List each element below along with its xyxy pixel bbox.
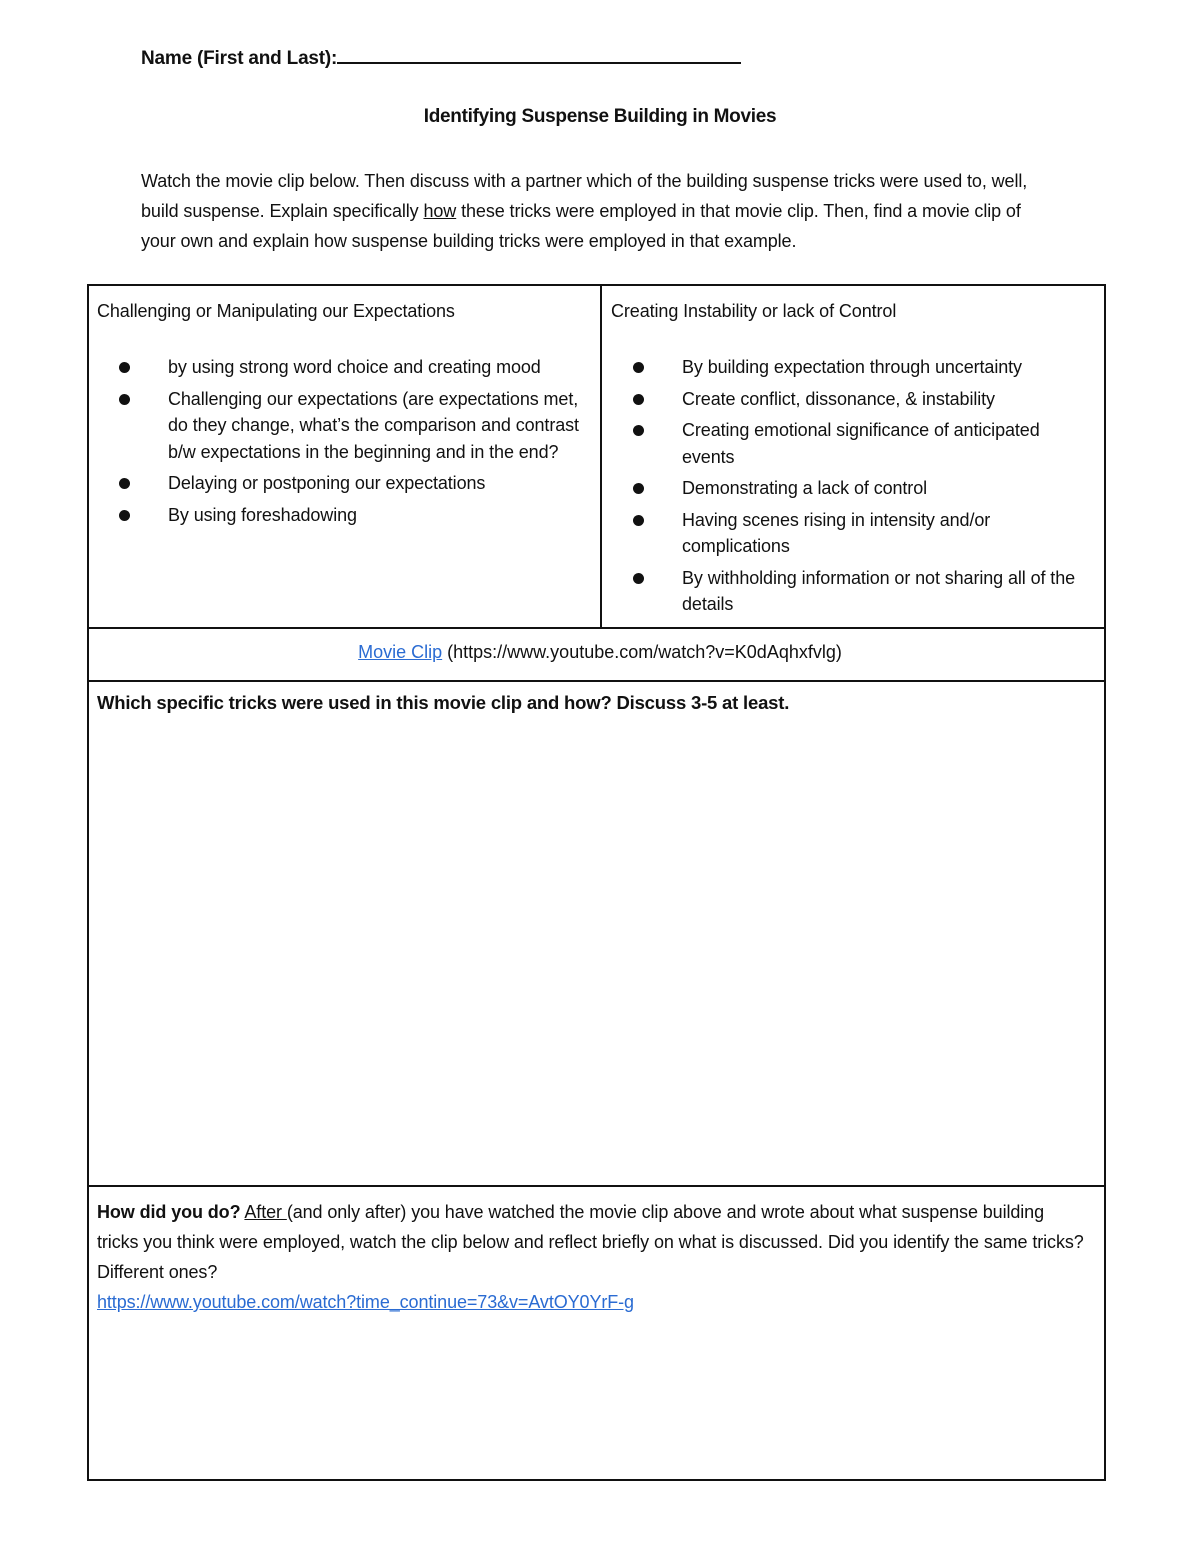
expectations-list bbox=[97, 354, 593, 528]
list-item-text: Having scenes rising in intensity and/or complications bbox=[682, 509, 991, 556]
name-blank-line[interactable] bbox=[337, 44, 741, 64]
reflection-after: After bbox=[244, 1202, 287, 1222]
question1-answer-box[interactable] bbox=[87, 680, 1106, 1187]
bullet-icon bbox=[119, 478, 130, 489]
list-item-text: Creating emotional significance of anticipated events bbox=[682, 420, 1040, 467]
list-item-text: Challenging our expectations (are expectations met, do they change, what’s the comparison and contrast b/w expectations in the beginning and in the end? bbox=[168, 388, 579, 462]
name-field-row bbox=[141, 44, 741, 70]
list-item-text: By building expectation through uncertainty bbox=[682, 357, 1022, 377]
column-divider bbox=[600, 284, 602, 629]
reflection-link[interactable]: https://www.youtube.com/watch?time_continue=73&v=AvtOY0YrF-g bbox=[97, 1292, 634, 1312]
name-label: Name (First and Last): bbox=[141, 48, 338, 69]
list-item bbox=[611, 507, 1095, 560]
list-item bbox=[611, 386, 1095, 413]
bullet-icon bbox=[119, 510, 130, 521]
bullet-icon bbox=[633, 573, 644, 584]
instability-column bbox=[611, 298, 1095, 623]
list-item-text: Demonstrating a lack of control bbox=[682, 478, 928, 498]
expectations-heading: Challenging or Manipulating our Expectations bbox=[97, 301, 455, 321]
list-item bbox=[611, 354, 1095, 381]
list-item-text: by using strong word choice and creating mood bbox=[168, 357, 541, 377]
list-item bbox=[97, 354, 593, 381]
bullet-icon bbox=[119, 362, 130, 373]
intro-paragraph bbox=[141, 166, 1041, 256]
list-item-text: By withholding information or not sharing all of the details bbox=[682, 567, 1076, 614]
list-item bbox=[97, 470, 593, 497]
movie-clip-url: (https://www.youtube.com/watch?v=K0dAqhxfvlg) bbox=[442, 642, 842, 662]
movie-clip-line bbox=[0, 642, 1200, 663]
intro-part1: Watch the movie clip below. Then discuss with a partner which of the building suspense tricks were used to, well, build suspense. Explain specifically bbox=[141, 171, 1028, 221]
bullet-icon bbox=[633, 362, 644, 373]
bullet-icon bbox=[633, 425, 644, 436]
instability-list bbox=[611, 354, 1095, 618]
list-item bbox=[97, 502, 593, 529]
page-title: Identifying Suspense Building in Movies bbox=[423, 106, 777, 127]
bullet-icon bbox=[633, 394, 644, 405]
list-item bbox=[611, 475, 1095, 502]
list-item bbox=[97, 386, 593, 466]
question1-prompt: Which specific tricks were used in this movie clip and how? Discuss 3-5 at least. bbox=[97, 692, 790, 713]
list-item-text: Delaying or postponing our expectations bbox=[168, 473, 486, 493]
bullet-icon bbox=[633, 483, 644, 494]
instability-heading: Creating Instability or lack of Control bbox=[611, 301, 897, 321]
list-item bbox=[611, 417, 1095, 470]
bullet-icon bbox=[633, 515, 644, 526]
reflection-prompt bbox=[97, 1197, 1087, 1317]
intro-emphasis: how bbox=[423, 201, 457, 221]
reflection-body: (and only after) you have watched the movie clip above and wrote about what suspense building tricks you think were employed, watch the clip below and reflect briefly on what is discussed. Did you identify the same tricks? Different ones? bbox=[97, 1202, 1084, 1282]
intro-part2: these tricks were employed in that movie clip. Then, find a movie clip of your own and explain how suspense building tricks were employed in that example. bbox=[141, 201, 1021, 251]
expectations-column bbox=[97, 298, 593, 533]
list-item-text: Create conflict, dissonance, & instability bbox=[682, 388, 995, 409]
movie-clip-link[interactable]: Movie Clip bbox=[358, 642, 443, 662]
reflection-lead: How did you do? bbox=[97, 1202, 241, 1222]
list-item bbox=[611, 565, 1095, 618]
list-item-text: By using foreshadowing bbox=[168, 504, 357, 525]
bullet-icon bbox=[119, 394, 130, 405]
